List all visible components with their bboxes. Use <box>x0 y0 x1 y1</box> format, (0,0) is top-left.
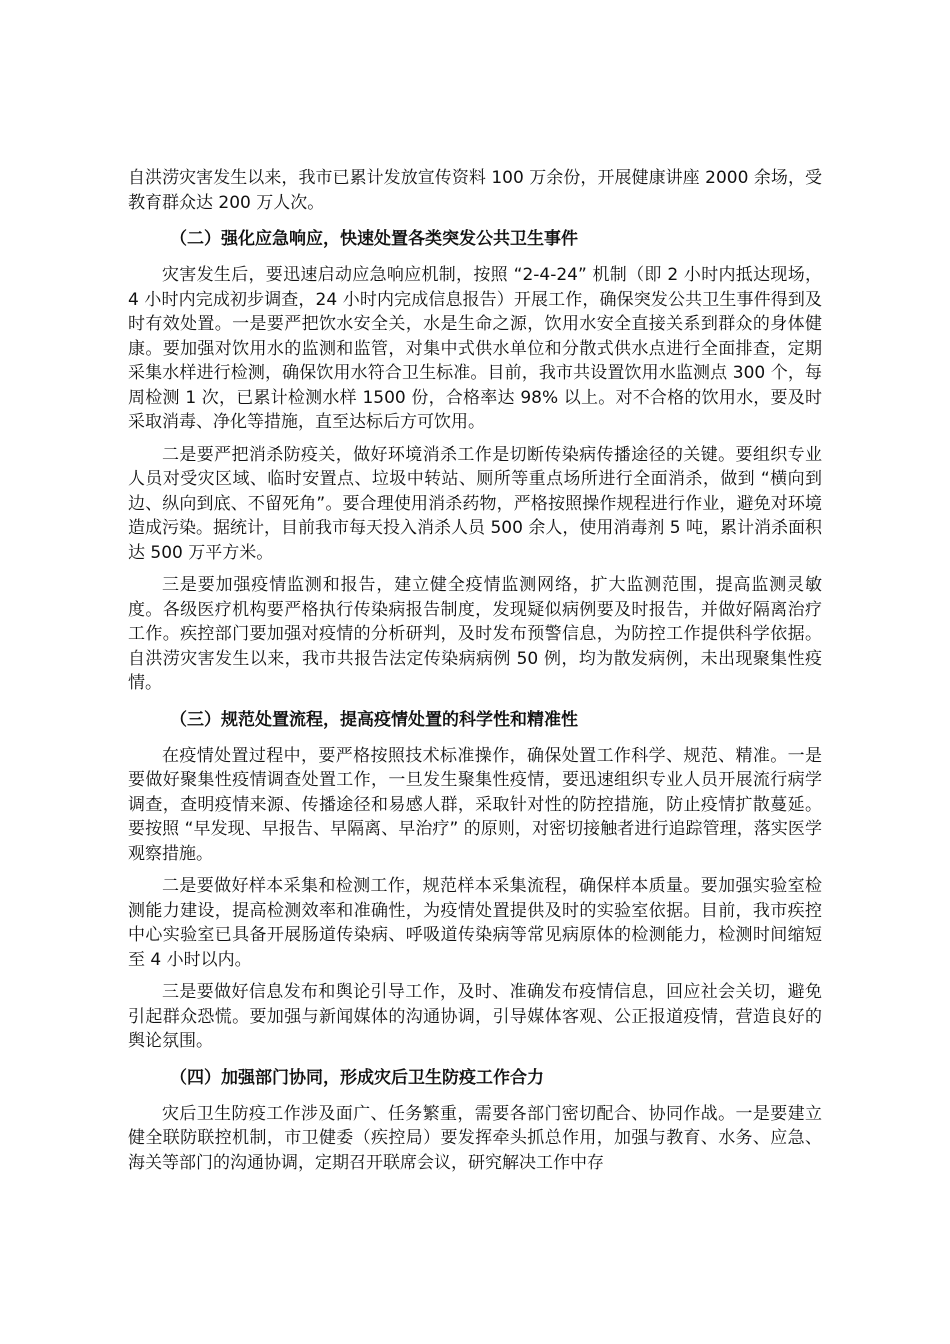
paragraph-sampling: 二是要做好样本采集和检测工作，规范样本采集流程，确保样本质量。要加强实验室检测能力建设，提高检测效率和准确性，为疫情处置提供及时的实验室依据。目前，我市疾控中心实验室已具备开展肠道传染病、呼吸道传染病等常见病原体的检测能力，检测时间缩短至 4 小时以内。 <box>128 876 822 970</box>
paragraph-disinfection: 二是要严把消杀防疫关，做好环境消杀工作是切断传染病传播途径的关键。要组织专业人员对受灾区域、临时安置点、垃圾中转站、厕所等重点场所进行全面消杀，做到 “横向到边、纵向到底、不留死角”。要合理使用消杀药物，严格按照操作规程进行作业，避免对环境造成污染。据统计，目前我市每天投入消杀人员 500 余人，使用消毒剂 5 吨，累计消杀面积达 500 万平方米。 <box>128 444 822 563</box>
section-heading-4: （四）加强部门协同，形成灾后卫生防疫工作合力 <box>170 1067 544 1088</box>
paragraph-info-release: 三是要做好信息发布和舆论引导工作，及时、准确发布疫情信息，回应社会关切，避免引起群众恐慌。要加强与新闻媒体的沟通协调，引导媒体客观、公正报道疫情，营造良好的舆论氛围。 <box>128 982 822 1051</box>
section-heading-2: （二）强化应急响应，快速处置各类突发公共卫生事件 <box>170 229 578 249</box>
document-page <box>128 166 822 1183</box>
paragraph-water-safety: 灾害发生后，要迅速启动应急响应机制，按照 “2-4-24” 机制（即 2 小时内抵达现场，4 小时内完成初步调查，24 小时内完成信息报告）开展工作，确保突发公共卫生事件得到及时有效处置。一是要严把饮水安全关，水是生命之源，饮用水安全直接关系到群众的身体健康。要加强对饮用水的监测和监管，对集中式供水单位和分散式供水点进行全面排查，定期采集水样进行检测，确保饮用水符合卫生标准。目前，我市共设置饮用水监测点 300 个，每周检测 1 次，已累计检测水样 1500 份，合格率达 98% 以上。对不合格的饮用水，要及时采取消毒、净化等措施，直至达标后方可饮用。 <box>128 265 822 432</box>
paragraph-surveillance: 三是要加强疫情监测和报告，建立健全疫情监测网络，扩大监测范围，提高监测灵敏度。各级医疗机构要严格执行传染病报告制度，发现疑似病例要及时报告，并做好隔离治疗工作。疾控部门要加强对疫情的分析研判，及时发布预警信息，为防控工作提供科学依据。自洪涝灾害发生以来，我市共报告法定传染病病例 50 例，均为散发病例，未出现聚集性疫情。 <box>128 575 822 693</box>
paragraph-intro: 自洪涝灾害发生以来，我市已累计发放宣传资料 100 万余份，开展健康讲座 2000 余场，受教育群众达 200 万人次。 <box>128 168 822 213</box>
section-heading-3: （三）规范处置流程，提高疫情处置的科学性和精准性 <box>170 709 578 730</box>
paragraph-coordination: 灾后卫生防疫工作涉及面广、任务繁重，需要各部门密切配合、协同作战。一是要建立健全联防联控机制，市卫健委（疾控局）要发挥牵头抓总作用，加强与教育、水务、应急、海关等部门的沟通协调，定期召开联席会议，研究解决工作中存 <box>128 1103 822 1173</box>
paragraph-cluster-response: 在疫情处置过程中，要严格按照技术标准操作，确保处置工作科学、规范、精准。一是要做好聚集性疫情调查处置工作，一旦发生聚集性疫情，要迅速组织专业人员开展流行病学调查，查明疫情来源、传播途径和易感人群，采取针对性的防控措施，防止疫情扩散蔓延。要按照 “早发现、早报告、早隔离、早治疗” 的原则，对密切接触者进行追踪管理，落实医学观察措施。 <box>128 745 822 864</box>
